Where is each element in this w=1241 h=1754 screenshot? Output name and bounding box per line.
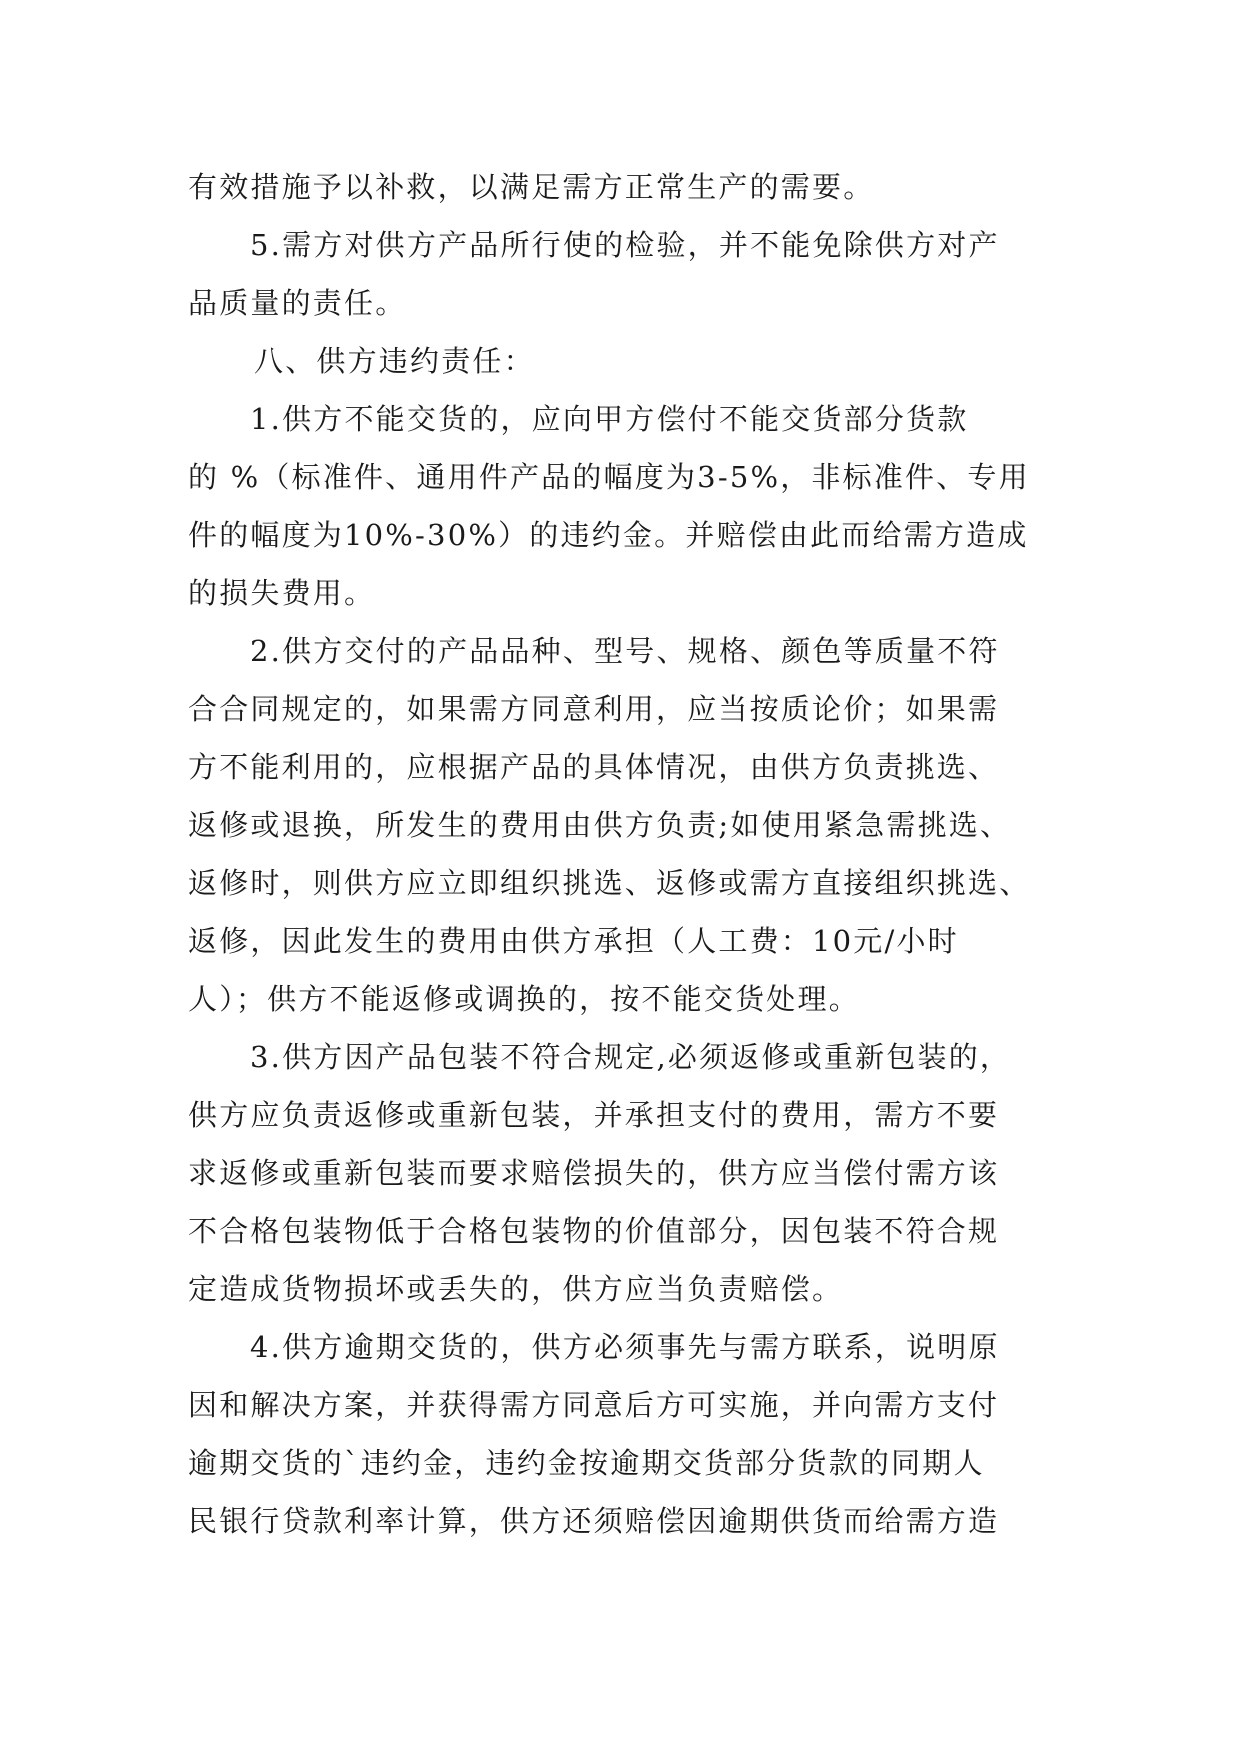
paragraph-line: 返修，因此发生的费用由供方承担（人工费：10元/小时 — [188, 924, 959, 958]
paragraph-line: 合合同规定的，如果需方同意利用，应当按质论价；如果需 — [188, 692, 1000, 726]
paragraph-line: 返修时，则供方应立即组织挑选、返修或需方直接组织挑选、 — [188, 866, 1031, 900]
paragraph-line: 因和解决方案，并获得需方同意后方可实施，并向需方支付 — [188, 1388, 1000, 1422]
document-body — [188, 158, 1068, 1550]
paragraph-line: 人）；供方不能返修或调换的，按不能交货处理。 — [188, 982, 860, 1016]
paragraph-line: 的 %（标准件、通用件产品的幅度为3-5%，非标准件、专用 — [188, 460, 1030, 494]
paragraph-line: 民银行贷款利率计算，供方还须赔偿因逾期供货而给需方造 — [188, 1504, 1000, 1538]
paragraph-line: 供方应负责返修或重新包装，并承担支付的费用，需方不要 — [188, 1098, 1000, 1132]
paragraph-line: 5.需方对供方产品所行使的检验，并不能免除供方对产 — [250, 228, 1000, 262]
paragraph-line: 有效措施予以补救，以满足需方正常生产的需要。 — [188, 170, 875, 204]
paragraph-line: 不合格包装物低于合格包装物的价值部分，因包装不符合规 — [188, 1214, 1000, 1248]
paragraph-line: 品质量的责任。 — [188, 286, 407, 320]
paragraph-line: 方不能利用的，应根据产品的具体情况，由供方负责挑选、 — [188, 750, 1000, 784]
section-heading: 八、供方违约责任： — [254, 344, 535, 378]
paragraph-line: 2.供方交付的产品品种、型号、规格、颜色等质量不符 — [250, 634, 1000, 668]
paragraph-line: 4.供方逾期交货的，供方必须事先与需方联系，说明原 — [250, 1330, 1000, 1364]
paragraph-line: 逾期交货的`违约金，违约金按逾期交货部分货款的同期人 — [188, 1446, 985, 1480]
paragraph-line: 定造成货物损坏或丢失的，供方应当负责赔偿。 — [188, 1272, 844, 1306]
paragraph-line: 1.供方不能交货的，应向甲方偿付不能交货部分货款 — [250, 402, 969, 436]
paragraph-line: 返修或退换，所发生的费用由供方负责;如使用紧急需挑选、 — [188, 808, 1012, 842]
paragraph-line: 求返修或重新包装而要求赔偿损失的，供方应当偿付需方该 — [188, 1156, 1000, 1190]
paragraph-line: 3.供方因产品包装不符合规定,必须返修或重新包装的， — [250, 1040, 1012, 1074]
paragraph-line: 的损失费用。 — [188, 576, 376, 610]
paragraph-line: 件的幅度为10%-30%）的违约金。并赔偿由此而给需方造成 — [188, 518, 1029, 552]
